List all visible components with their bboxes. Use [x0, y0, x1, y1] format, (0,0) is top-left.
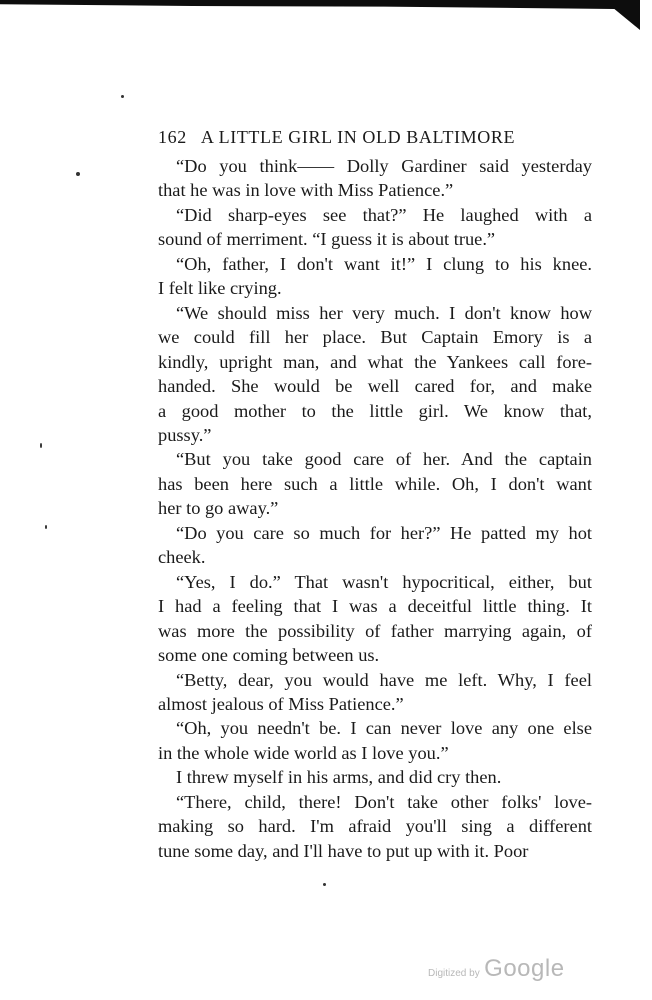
running-title: A LITTLE GIRL IN OLD BALTIMORE [200, 127, 516, 147]
text-line: tune some day, and I'll have to put up with it. Poor [158, 840, 529, 861]
paragraph [158, 252, 592, 301]
paragraph [158, 716, 592, 765]
paragraph [158, 570, 592, 668]
text-line: kindly, upright man, and what the Yankees call fore- [158, 351, 592, 372]
paragraph [158, 765, 592, 789]
text-line: her to go away.” [158, 498, 279, 519]
text-line: pussy.” [158, 424, 212, 445]
text-line: “But you take good care of her. And the captain [176, 449, 592, 470]
text-line: “Betty, dear, you would have me left. Why, I feel [176, 669, 592, 690]
text-line: cheek. [158, 547, 206, 568]
digitized-watermark [428, 955, 565, 983]
text-line: “Oh, father, I don't want it!” I clung to his knee. [176, 253, 592, 274]
scan-speck [76, 172, 80, 176]
paragraph [158, 154, 592, 203]
text-line: a good mother to the little girl. We know that, [158, 400, 592, 421]
scan-edge-bar [0, 0, 640, 30]
paragraph [158, 447, 592, 520]
text-line: I felt like crying. [158, 278, 282, 299]
text-line: was more the possibility of father marrying again, of [158, 620, 592, 641]
text-line: has been here such a little while. Oh, I don't want [158, 473, 592, 494]
digitized-by-label: Digitized by [428, 968, 480, 979]
paragraph [158, 790, 592, 863]
text-line: that he was in love with Miss Patience.” [158, 180, 454, 201]
scan-speck [121, 95, 124, 98]
scan-speck [323, 883, 326, 886]
text-line: “Do you think—— Dolly Gardiner said yesterday [176, 156, 592, 176]
text-line: in the whole wide world as I love you.” [158, 742, 449, 763]
text-line: “There, child, there! Don't take other folks' love- [176, 791, 592, 812]
paragraph [158, 301, 592, 448]
text-line: sound of merriment. “I guess it is about true.” [158, 229, 496, 250]
scan-speck [45, 525, 47, 529]
text-line: “Yes, I do.” That wasn't hypocritical, either, but [176, 571, 592, 592]
text-line: “Did sharp-eyes see that?” He laughed with a [176, 204, 592, 225]
paragraph [158, 521, 592, 570]
page-number: 162 [158, 127, 187, 147]
paragraph [158, 203, 592, 252]
text-line: I had a feeling that I was a deceitful little thing. It [158, 596, 592, 617]
paragraph [158, 668, 592, 717]
text-line: I threw myself in his arms, and did cry then. [176, 767, 502, 788]
scan-speck [40, 443, 42, 448]
page-header [158, 127, 598, 148]
text-line: “We should miss her very much. I don't know how [176, 302, 592, 323]
text-line: some one coming between us. [158, 645, 380, 666]
text-line: making so hard. I'm afraid you'll sing a different [158, 816, 592, 837]
text-line: we could fill her place. But Captain Emory is a [158, 327, 592, 348]
text-line: “Oh, you needn't be. I can never love any one else [176, 718, 592, 739]
text-line: almost jealous of Miss Patience.” [158, 693, 404, 714]
text-line: “Do you care so much for her?” He patted my hot [176, 522, 592, 543]
text-line: handed. She would be well cared for, and make [158, 376, 592, 397]
body-text [158, 154, 592, 863]
google-logo: Google [484, 955, 565, 982]
